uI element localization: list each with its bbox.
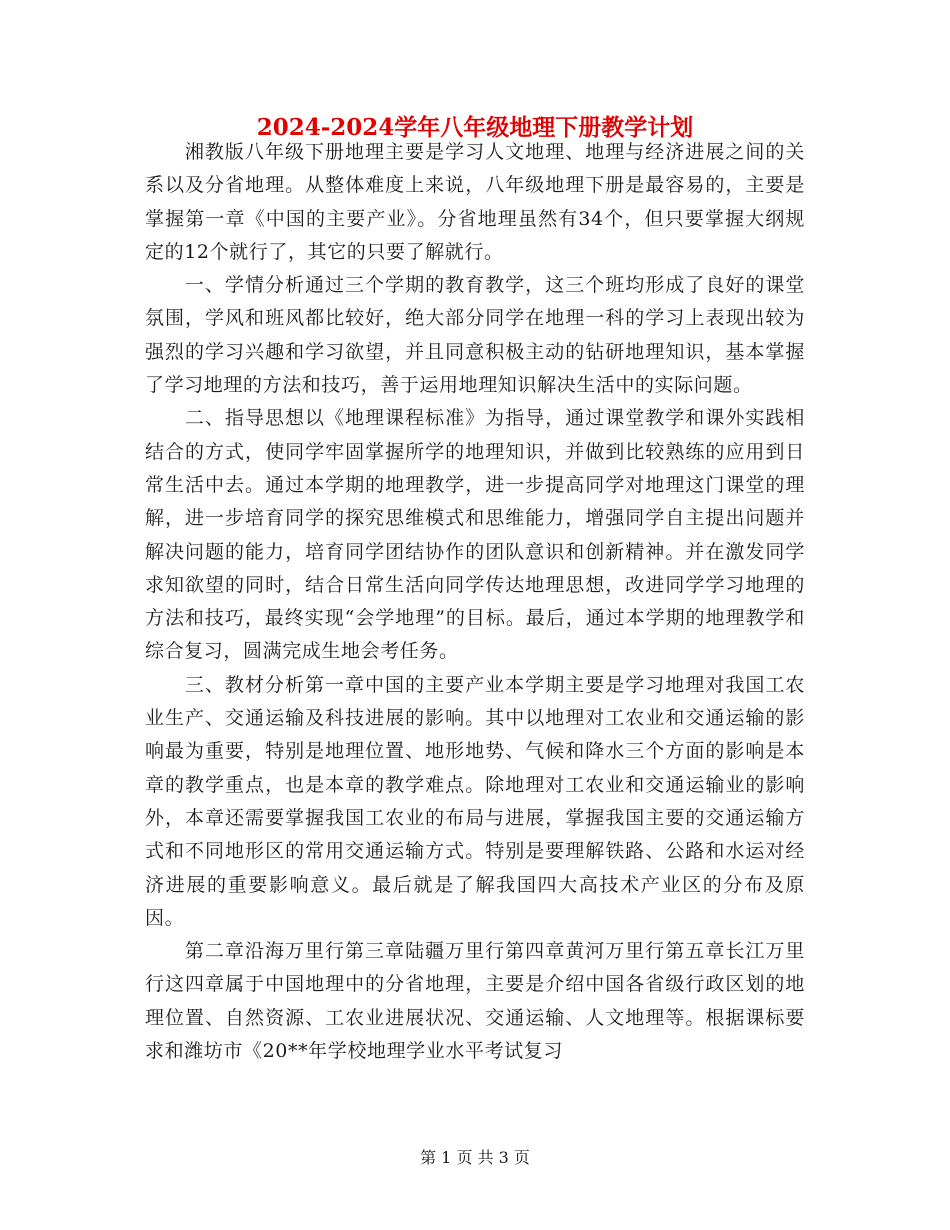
page-number-footer: 第 1 页 共 3 页 — [420, 1148, 530, 1167]
paragraph-textbook-analysis: 三、教材分析第一章中国的主要产业本学期主要是学习地理对我国工农业生产、交通运输及科技进展的影响。其中以地理对工农业和交通运输的影响最为重要，特别是地理位置、地形地势、气候和降水三个方面的影响是本章的教学重点，也是本章的教学难点。除地理对工农业和交通运输业的影响外，本章还需要掌握我国工农业的布局与进展，掌握我国主要的交通运输方式和不同地形区的常用交通运输方式。特别是要理解铁路、公路和水运对经济进展的重要影响意义。最后就是了解我国四大高技术产业区的分布及原因。 — [145, 673, 805, 929]
paragraph-intro: 湘教版八年级下册地理主要是学习人文地理、地理与经济进展之间的关系以及分省地理。从整体难度上来说，八年级地理下册是最容易的，主要是掌握第一章《中国的主要产业》。分省地理虽然有34个，但只要掌握大纲规定的12个就行了，其它的只要了解就行。 — [145, 141, 805, 263]
document-body — [145, 136, 805, 1068]
document-title: 2024-2024学年八年级地理下册教学计划 — [256, 114, 694, 141]
paragraph-guiding-ideology: 二、指导思想以《地理课程标准》为指导，通过课堂教学和课外实践相结合的方式，使同学牢固掌握所学的地理知识，并做到比较熟练的应用到日常生活中去。通过本学期的地理教学，进一步提高同学对地理这门课堂的理解，进一步培育同学的探究思维模式和思维能力，增强同学自主提出问题并解决问题的能力，培育同学团结协作的团队意识和创新精神。并在激发同学求知欲望的同时，结合日常生活向同学传达地理思想，改进同学学习地理的方法和技巧，最终实现“会学地理”的目标。最后，通过本学期的地理教学和综合复习，圆满完成生地会考任务。 — [145, 407, 805, 663]
paragraph-chapters-two-to-five: 第二章沿海万里行第三章陆疆万里行第四章黄河万里行第五章长江万里行这四章属于中国地理中的分省地理，主要是介绍中国各省级行政区划的地理位置、自然资源、工农业进展状况、交通运输、人文地理等。根据课标要求和潍坊市《20**年学校地理学业水平考试复习 — [145, 940, 805, 1063]
paragraph-learning-analysis: 一、学情分析通过三个学期的教育教学，这三个班均形成了良好的课堂氛围，学风和班风都比较好，绝大部分同学在地理一科的学习上表现出较为强烈的学习兴趣和学习欲望，并且同意积极主动的钻研地理知识，基本掌握了学习地理的方法和技巧，善于运用地理知识解决生活中的实际问题。 — [145, 274, 805, 397]
